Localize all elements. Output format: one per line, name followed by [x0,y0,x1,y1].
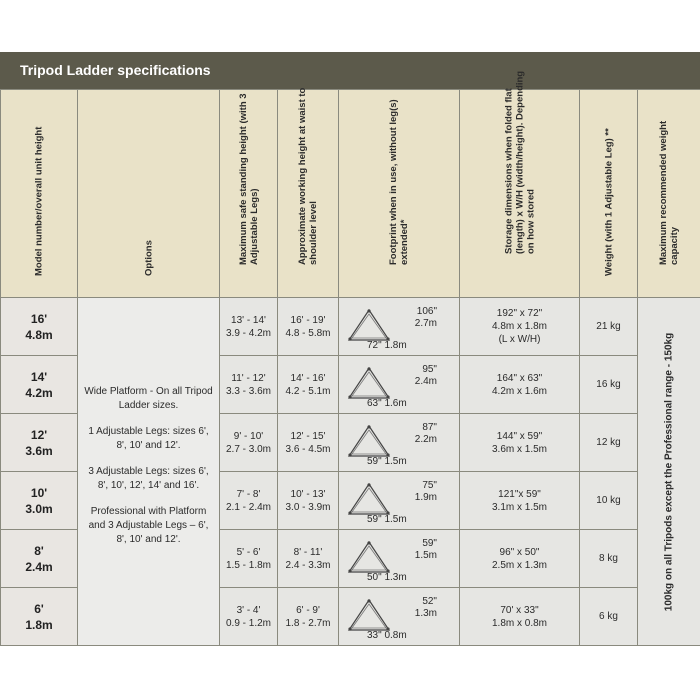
stand-m: 3.9 - 4.2m [225,327,272,339]
working-height-cell [278,356,339,414]
standing-height-cell [220,588,278,646]
fp-side: 106" [416,305,437,317]
model-m: 1.8m [25,617,53,632]
model-ft: 10' [30,485,48,500]
footprint-cell [339,356,460,414]
tripod-footprint-icon [347,366,391,400]
store-1: 70' x 33" [500,604,539,616]
fp-side: 52" [422,595,437,607]
tripod-footprint-icon [347,540,391,574]
footprint-cell [339,414,460,472]
stand-m: 0.9 - 1.2m [225,617,272,629]
store-2: 3.6m x 1.5m [491,443,548,455]
model-cell [1,588,78,646]
work-ft: 8' - 11' [293,546,323,558]
work-m: 3.0 - 3.9m [285,501,331,513]
model-ft: 14' [30,369,48,384]
weight-cell [580,356,638,414]
fp-side-m: 1.3m [414,607,437,619]
header-capacity: Maximum recommended weight capacity [638,90,700,298]
model-cell [1,356,78,414]
model-ft: 6' [34,601,44,616]
fp-side-m: 2.7m [414,317,437,329]
working-height-cell [278,414,339,472]
model-m: 2.4m [25,559,53,574]
weight-cell [580,588,638,646]
storage-cell [460,588,580,646]
model-m: 3.6m [25,443,53,458]
fp-side-m: 1.9m [414,491,437,503]
footprint-cell [339,472,460,530]
fp-side: 59" [422,537,437,549]
stand-m: 2.1 - 2.4m [225,501,272,513]
stand-m: 3.3 - 3.6m [225,385,272,397]
fp-side: 95" [422,363,437,375]
header-working: Approximate working height at waist to shoulder level [278,90,339,298]
fp-side-m: 1.5m [414,549,437,561]
fp-base: 59" 1.5m [367,455,407,467]
work-ft: 12' - 15' [290,430,326,442]
weight-cell [580,530,638,588]
standing-height-cell [220,472,278,530]
store-1: 192" x 72" [496,308,543,319]
weight-cell [580,414,638,472]
work-ft: 10' - 13' [290,488,326,500]
store-1: 164" x 63" [496,372,543,384]
working-height-cell [278,298,339,356]
weight: 12 kg [596,437,621,448]
work-m: 3.6 - 4.5m [285,443,331,455]
tripod-footprint-icon [347,482,391,516]
fp-base: 63" 1.6m [367,397,407,409]
header-model: Model number/overall unit height [1,90,78,298]
model-cell [1,472,78,530]
options-cell [78,298,220,646]
capacity-text: 100kg on all Tripods except the Professional range - 150kg [663,332,675,611]
model-cell [1,298,78,356]
tripod-footprint-icon [347,598,391,632]
model-ft: 12' [30,427,48,442]
header-max-standing: Maximum safe standing height (with 3 Adjustable Legs) [220,90,278,298]
fp-base: 50" 1.3m [367,571,407,583]
storage-cell [460,298,580,356]
capacity-cell [638,298,700,646]
storage-cell [460,472,580,530]
model-m: 3.0m [25,501,53,516]
standing-height-cell [220,414,278,472]
stand-m: 1.5 - 1.8m [225,559,272,571]
work-m: 2.4 - 3.3m [285,559,331,571]
store-3: (L x W/H) [498,334,541,345]
model-cell [1,530,78,588]
storage-cell [460,530,580,588]
store-2: 4.2m x 1.6m [491,385,548,397]
working-height-cell [278,472,339,530]
table-title: Tripod Ladder specifications [0,52,700,89]
fp-base: 59" 1.5m [367,513,407,525]
model-m: 4.8m [25,327,53,342]
header-options: Options [78,90,220,298]
store-1: 144" x 59" [496,430,543,442]
stand-m: 2.7 - 3.0m [225,443,272,455]
weight-cell [580,298,638,356]
standing-height-cell [220,356,278,414]
work-m: 4.2 - 5.1m [285,385,331,397]
footprint-cell [339,588,460,646]
options-paragraph: 3 Adjustable Legs: sizes 6', 8', 10', 12', 14' and 16'. [88,465,209,491]
model-cell [1,414,78,472]
store-1: 121"x 59" [498,488,541,500]
stand-ft: 9' - 10' [233,430,264,442]
store-2: 3.1m x 1.5m [491,501,548,513]
weight: 16 kg [596,379,621,390]
weight-cell [580,472,638,530]
tripod-footprint-icon [347,308,391,342]
store-2: 1.8m x 0.8m [491,617,548,629]
stand-ft: 3' - 4' [236,604,261,616]
work-ft: 16' - 19' [290,314,326,326]
fp-side: 87" [422,421,437,433]
stand-ft: 5' - 6' [236,546,261,558]
table-row [1,298,700,356]
model-ft: 8' [34,543,44,558]
work-ft: 6' - 9' [296,604,320,616]
stand-ft: 11' - 12' [231,372,266,384]
store-1: 96" x 50" [499,546,540,558]
options-paragraph: Wide Platform - On all Tripod Ladder sizes. [84,385,213,411]
footprint-cell [339,298,460,356]
standing-height-cell [220,298,278,356]
fp-side-m: 2.4m [414,375,437,387]
fp-base: 72" 1.8m [367,339,407,351]
header-storage: Storage dimensions when folded flat (length) x W/H (width/height). Depending on how stored [460,90,580,298]
tripod-footprint-icon [347,424,391,458]
weight: 21 kg [596,321,621,332]
fp-base: 33" 0.8m [367,629,407,641]
work-m: 4.8 - 5.8m [285,327,331,339]
storage-cell [460,414,580,472]
weight: 10 kg [596,495,621,506]
weight: 6 kg [599,611,618,622]
working-height-cell [278,530,339,588]
fp-side-m: 2.2m [414,433,437,445]
model-m: 4.2m [25,385,53,400]
options-paragraph: Professional with Platform and 3 Adjustable Legs – 6', 8', 10' and 12'. [88,505,209,545]
work-m: 1.8 - 2.7m [285,617,331,629]
store-2: 2.5m x 1.3m [491,559,548,571]
storage-cell [460,356,580,414]
model-ft: 16' [30,311,48,326]
header-weight: Weight (with 1 Adjustable Leg) ** [580,90,638,298]
header-row [1,90,700,298]
working-height-cell [278,588,339,646]
standing-height-cell [220,530,278,588]
stand-ft: 13' - 14' [231,314,266,326]
footprint-cell [339,530,460,588]
fp-side: 75" [422,479,437,491]
options-text [78,385,219,547]
header-footprint: Footprint when in use, without leg(s) extended* [339,90,460,298]
weight: 8 kg [599,553,618,564]
options-paragraph: 1 Adjustable Legs: sizes 6', 8', 10' and 12'. [88,425,209,451]
stand-ft: 7' - 8' [236,488,261,500]
store-2: 4.8m x 1.8m [491,321,548,332]
work-ft: 14' - 16' [290,372,326,384]
